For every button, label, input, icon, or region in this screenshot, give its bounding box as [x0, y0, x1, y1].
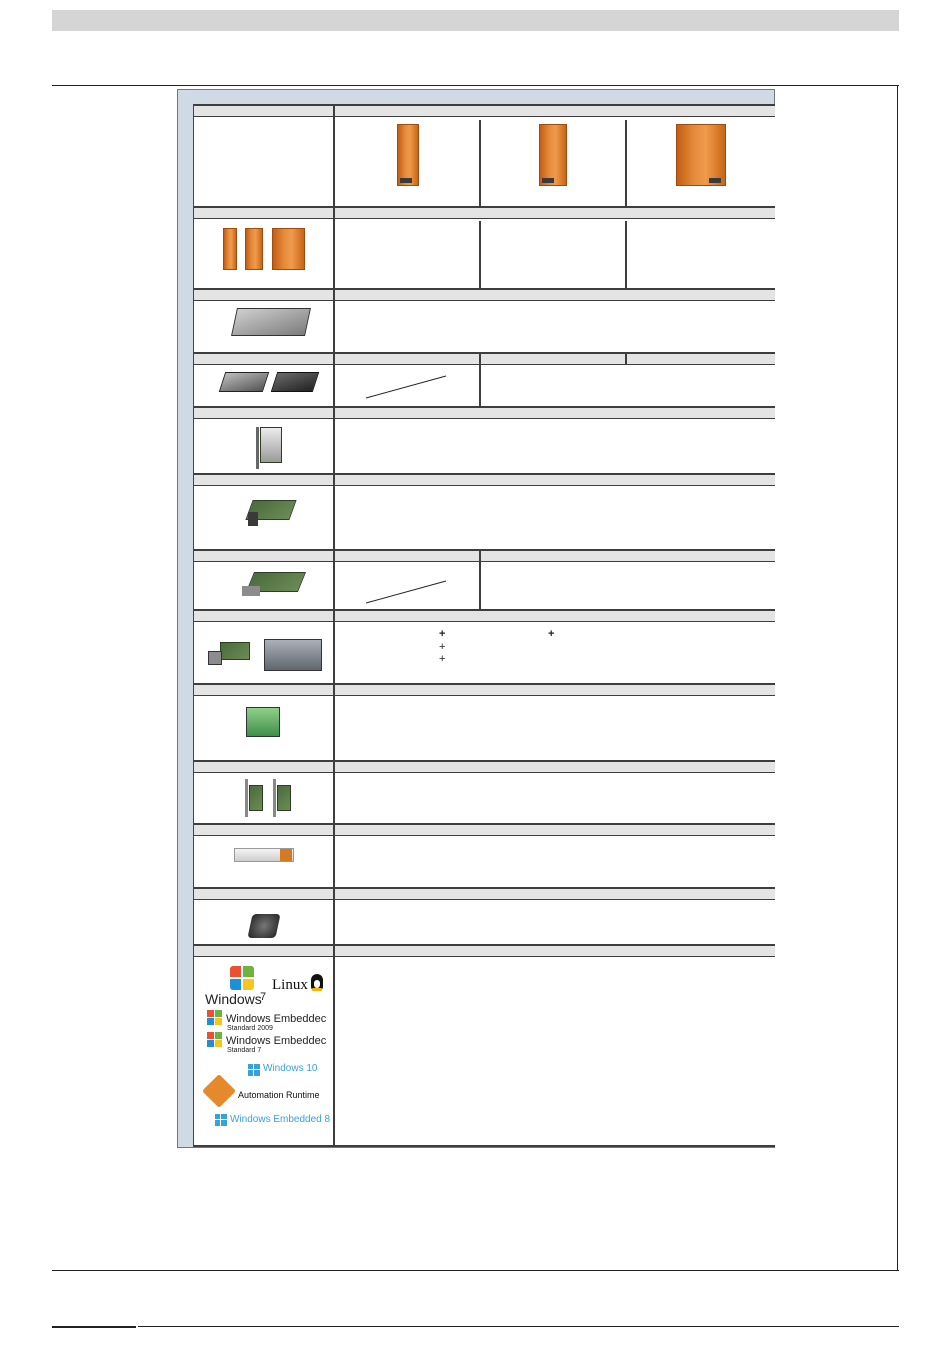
system-unit-1-slot-image	[397, 124, 419, 186]
column-divider	[333, 823, 335, 887]
pci-card-1-image	[249, 785, 263, 811]
column-divider	[333, 473, 335, 549]
brand-logo-icon	[280, 849, 292, 861]
front-cover-4-image	[272, 228, 305, 270]
power-button-icon	[709, 178, 721, 183]
right-rule	[897, 85, 898, 1270]
row-header-system-units	[194, 104, 775, 117]
slide-in-dvd-image	[219, 372, 269, 392]
row-header-software	[194, 944, 775, 957]
footer-rule-left	[52, 1326, 136, 1328]
we-standard-7-name: Windows Embeddec	[226, 1035, 327, 1047]
plus-icon: +	[439, 653, 446, 665]
slide-in-tray-image	[271, 372, 319, 392]
windows-flag-icon	[207, 1032, 223, 1048]
front-cover-1-image	[223, 228, 237, 270]
row-header-front-covers	[194, 206, 775, 219]
row-header-link-module	[194, 549, 775, 562]
connector-icon	[208, 651, 222, 665]
card-bracket-icon	[273, 779, 276, 817]
column-divider	[333, 104, 335, 208]
we-standard-7-sub: Standard 7	[227, 1047, 262, 1054]
column-divider	[479, 352, 481, 406]
system-overview-table	[193, 104, 775, 1147]
windows-flag-icon	[207, 1010, 223, 1026]
column-divider	[333, 549, 335, 609]
ups-module-image	[220, 642, 250, 660]
front-cover-2-image	[245, 228, 263, 270]
column-divider	[479, 221, 481, 288]
fan-kit-image	[247, 914, 280, 938]
column-divider	[333, 406, 335, 473]
windows-flag-icon	[230, 966, 254, 990]
windows-7-version: 7	[260, 991, 267, 1003]
column-divider	[625, 221, 627, 288]
row-header-interface-card	[194, 406, 775, 419]
row-header-ups	[194, 609, 775, 622]
windows-10-logo-text: Windows 10	[263, 1063, 318, 1074]
interface-card-image	[260, 427, 282, 463]
windows-10-logo-icon	[248, 1064, 260, 1076]
drive-module-image	[231, 308, 311, 336]
automation-runtime-text: Automation Runtime	[238, 1090, 320, 1100]
row-header-pci-cards	[194, 760, 775, 773]
linux-logo-text: Linux	[272, 977, 308, 993]
card-bracket-icon	[256, 427, 259, 469]
row-header-drive-module	[194, 288, 775, 301]
top-rule	[52, 85, 899, 86]
we-standard-2009-name: Windows Embeddec	[226, 1013, 327, 1025]
we-standard-2009-sub: Standard 2009	[227, 1025, 273, 1032]
row-header-compactflash	[194, 683, 775, 696]
column-divider	[625, 352, 627, 365]
bottom-rule	[52, 1270, 899, 1271]
column-divider	[333, 760, 335, 823]
plus-icon: +	[439, 641, 446, 653]
linux-penguin-icon	[311, 974, 323, 990]
row-header-usb-stick	[194, 823, 775, 836]
column-divider	[333, 206, 335, 288]
plus-icon: +	[439, 628, 446, 640]
row-header-if-option	[194, 473, 775, 486]
windows-7-logo-text: Windows	[205, 991, 262, 1007]
system-unit-2-slot-image	[539, 124, 567, 186]
battery-unit-image	[264, 639, 322, 671]
plus-icon: +	[548, 628, 555, 640]
column-divider	[333, 887, 335, 944]
windows-8-logo-icon	[215, 1114, 227, 1126]
column-divider	[333, 352, 335, 406]
compactflash-card-image	[246, 707, 280, 737]
pci-card-2-image	[277, 785, 291, 811]
column-divider	[625, 120, 627, 208]
row-header-fan-kit	[194, 887, 775, 900]
column-divider	[333, 609, 335, 683]
row-header-slide-in-drives	[194, 352, 775, 365]
footer-rule-right	[138, 1326, 899, 1327]
not-available-strike-line	[364, 577, 449, 605]
windows-embedded-8-logo-text: Windows Embedded 8	[230, 1114, 331, 1125]
column-divider	[479, 549, 481, 609]
connector-icon	[248, 512, 258, 526]
table-bottom-border	[194, 1145, 775, 1147]
system-unit-4-slot-image	[676, 124, 726, 186]
not-available-strike-line	[364, 372, 449, 400]
connector-icon	[242, 586, 260, 596]
column-divider	[333, 683, 335, 760]
card-bracket-icon	[245, 779, 248, 817]
power-button-icon	[542, 178, 554, 183]
header-bar	[52, 10, 899, 31]
column-divider	[333, 944, 335, 1147]
power-button-icon	[400, 178, 412, 183]
column-divider	[479, 120, 481, 208]
automation-runtime-icon	[202, 1074, 236, 1108]
column-divider	[333, 288, 335, 352]
